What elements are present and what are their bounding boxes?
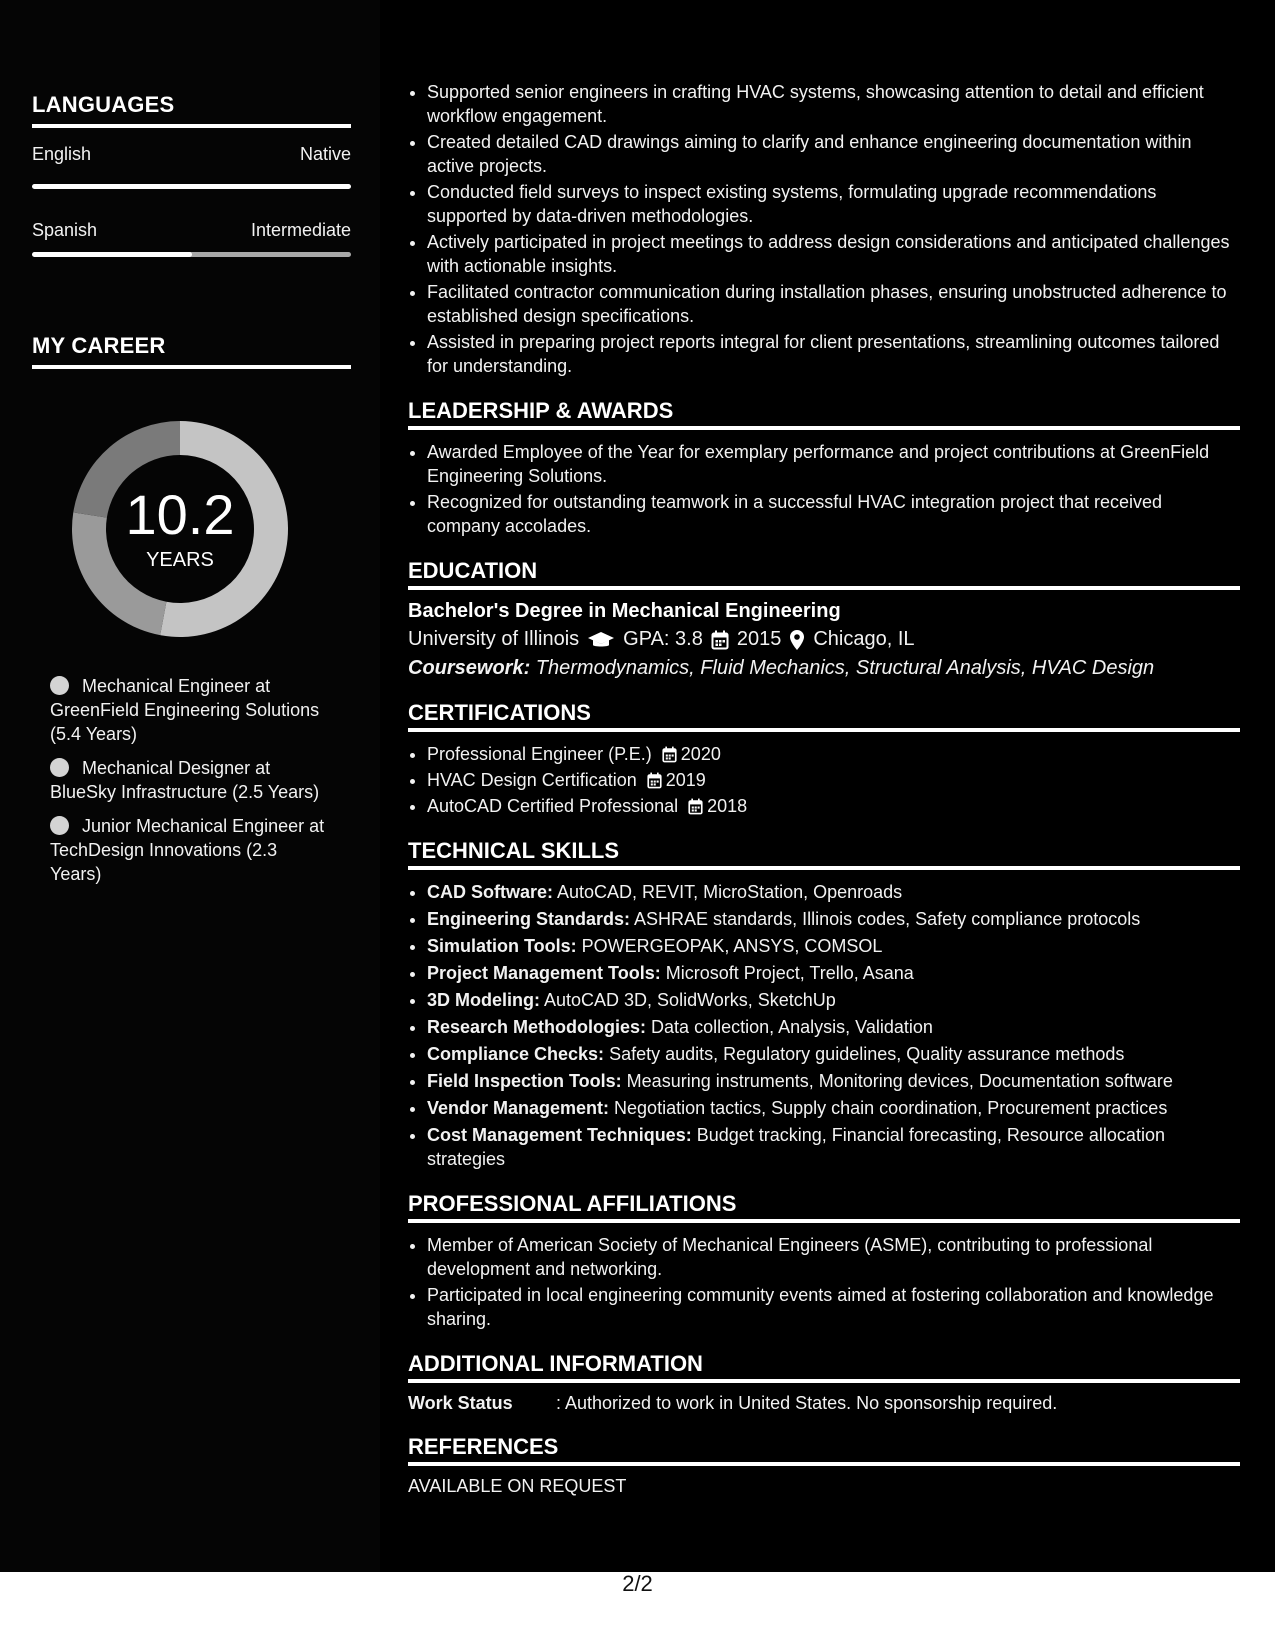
skill-label: Compliance Checks: (427, 1044, 605, 1064)
affiliations-bullets (408, 1233, 1240, 1331)
graduation-cap-icon (587, 630, 615, 650)
experience-bullet: • Created detailed CAD drawings aiming to clarify and enhance engineering documentation within active projects. (427, 130, 1240, 178)
certification-item (427, 742, 1240, 766)
career-item (50, 814, 330, 886)
additional-info-heading: ADDITIONAL INFORMATION (408, 1351, 1240, 1383)
career-years-unit: YEARS (146, 548, 214, 571)
skill-value: Microsoft Project, Trello, Asana (660, 963, 914, 983)
career-dot-icon (50, 676, 69, 695)
skill-item (427, 1069, 1240, 1093)
skill-item (427, 1015, 1240, 1039)
career-item-text: Junior Mechanical Engineer at TechDesign Innovations (2.3 Years) (50, 816, 325, 884)
languages-heading: LANGUAGES (32, 92, 351, 128)
skill-value: POWERGEOPAK, ANSYS, COMSOL (576, 936, 883, 956)
work-status-label: Work Status (408, 1393, 513, 1413)
career-item (50, 674, 330, 746)
certification-year: 2019 (665, 770, 706, 790)
skill-label: Vendor Management: (427, 1098, 610, 1118)
career-item-text: Mechanical Designer at BlueSky Infrastructure (2.5 Years) (50, 758, 320, 802)
skill-item (427, 961, 1240, 985)
certification-year: 2018 (707, 796, 748, 816)
experience-bullet: • Facilitated contractor communication during installation phases, ensuring unobstructed adherence to established design specifications. (427, 280, 1240, 328)
career-total-years: 10.2 (125, 482, 235, 546)
education-heading: EDUCATION (408, 558, 1240, 590)
leadership-heading: LEADERSHIP & AWARDS (408, 398, 1240, 430)
career-heading: MY CAREER (32, 333, 351, 369)
certification-name: • Professional Engineer (P.E.) (427, 744, 652, 764)
career-item-text: Mechanical Engineer at GreenField Engineering Solutions (5.4 Years) (50, 676, 320, 744)
language-bar-english (32, 184, 351, 189)
calendar-icon (647, 772, 662, 789)
skill-value: Budget tracking, Financial forecasting, Resource allocation strategies (427, 1125, 1165, 1169)
work-status-value: : Authorized to work in United States. No sponsorship required. (556, 1393, 1058, 1413)
skill-item (427, 934, 1240, 958)
language-bar-spanish (32, 252, 351, 257)
skill-label: Cost Management Techniques: (427, 1125, 692, 1145)
calendar-icon (662, 746, 677, 763)
language-name: Spanish (32, 220, 98, 240)
degree-title: Bachelor's Degree in Mechanical Engineering (408, 600, 841, 622)
skill-label: Simulation Tools: (427, 936, 577, 956)
skill-value: Data collection, Analysis, Validation (646, 1017, 933, 1037)
skill-item (427, 880, 1240, 904)
coursework (408, 657, 1240, 680)
skill-label: 3D Modeling: (427, 990, 540, 1010)
experience-bullets (408, 80, 1240, 378)
skill-label: Project Management Tools: (427, 963, 661, 983)
coursework-label: Coursework: (408, 657, 531, 679)
language-name: English (32, 144, 92, 164)
affiliations-heading: PROFESSIONAL AFFILIATIONS (408, 1191, 1240, 1223)
certifications-list (408, 742, 1240, 818)
language-level: Intermediate (250, 220, 351, 240)
career-list (50, 674, 330, 896)
skill-item (427, 907, 1240, 931)
experience-bullet: • Actively participated in project meetings to address design considerations and anticipated challenges with actionable insights. (427, 230, 1240, 278)
degree-meta (408, 628, 1240, 651)
certification-date (647, 768, 706, 792)
experience-bullet: • Conducted field surveys to inspect existing systems, formulating upgrade recommendations supported by data-driven methodologies. (427, 180, 1240, 228)
certifications-heading: CERTIFICATIONS (408, 700, 1240, 732)
location-pin-icon (789, 629, 805, 651)
language-row-english (32, 144, 351, 165)
skill-item (427, 1096, 1240, 1120)
certification-date (688, 794, 747, 818)
page-number: 2/2 (622, 1571, 653, 1596)
affiliation-bullet: • Member of American Society of Mechanical Engineers (ASME), contributing to professional development and networking. (427, 1233, 1240, 1281)
sidebar (0, 0, 380, 1572)
skill-value: Measuring instruments, Monitoring devices, Documentation software (621, 1071, 1173, 1091)
career-donut-chart (65, 414, 295, 644)
leadership-bullet: • Awarded Employee of the Year for exemplary performance and project contributions at GreenField Engineering Solutions. (427, 440, 1240, 488)
skill-value: Negotiation tactics, Supply chain coordination, Procurement practices (609, 1098, 1168, 1118)
career-item (50, 756, 330, 804)
skill-label: Field Inspection Tools: (427, 1071, 622, 1091)
leadership-bullet: • Recognized for outstanding teamwork in a successful HVAC integration project that received company accolades. (427, 490, 1240, 538)
school-name: University of Illinois (408, 628, 580, 650)
references-text: AVAILABLE ON REQUEST (408, 1476, 627, 1496)
skill-label: CAD Software: (427, 882, 554, 902)
affiliation-bullet: • Participated in local engineering community events aimed at fostering collaboration and knowledge sharing. (427, 1283, 1240, 1331)
school-location: Chicago, IL (813, 628, 915, 650)
career-dot-icon (50, 758, 69, 777)
skill-item (427, 1042, 1240, 1066)
language-row-spanish (32, 220, 351, 241)
skill-label: Engineering Standards: (427, 909, 631, 929)
skill-label: Research Methodologies: (427, 1017, 647, 1037)
gpa: GPA: 3.8 (623, 628, 703, 650)
skill-item (427, 1123, 1240, 1171)
experience-bullet: • Supported senior engineers in crafting HVAC systems, showcasing attention to detail and efficient workflow engagement. (427, 80, 1240, 128)
skills-list (408, 880, 1240, 1171)
skill-value: AutoCAD, REVIT, MicroStation, Openroads (553, 882, 903, 902)
career-dot-icon (50, 816, 69, 835)
language-bar-fill (32, 184, 351, 189)
skills-heading: TECHNICAL SKILLS (408, 838, 1240, 870)
calendar-icon (688, 798, 703, 815)
leadership-bullets (408, 440, 1240, 538)
certification-date (662, 742, 721, 766)
references-heading: REFERENCES (408, 1434, 1240, 1466)
coursework-list: Thermodynamics, Fluid Mechanics, Structural Analysis, HVAC Design (530, 657, 1155, 679)
calendar-icon (711, 630, 729, 650)
main-content (408, 80, 1240, 1497)
skill-item (427, 988, 1240, 1012)
skill-value: Safety audits, Regulatory guidelines, Quality assurance methods (604, 1044, 1125, 1064)
experience-bullet: • Assisted in preparing project reports integral for client presentations, streamlining outcomes tailored for understanding. (427, 330, 1240, 378)
certification-name: • AutoCAD Certified Professional (427, 796, 679, 816)
work-status-row (408, 1393, 1240, 1414)
skill-value: AutoCAD 3D, SolidWorks, SketchUp (540, 990, 836, 1010)
certification-item (427, 794, 1240, 818)
skill-value: ASHRAE standards, Illinois codes, Safety compliance protocols (630, 909, 1141, 929)
certification-year: 2020 (680, 744, 721, 764)
graduation-year: 2015 (736, 628, 782, 650)
certification-item (427, 768, 1240, 792)
language-bar-fill (32, 252, 192, 257)
language-level: Native (299, 144, 351, 164)
certification-name: • HVAC Design Certification (427, 770, 637, 790)
career-donut-center (65, 414, 295, 644)
